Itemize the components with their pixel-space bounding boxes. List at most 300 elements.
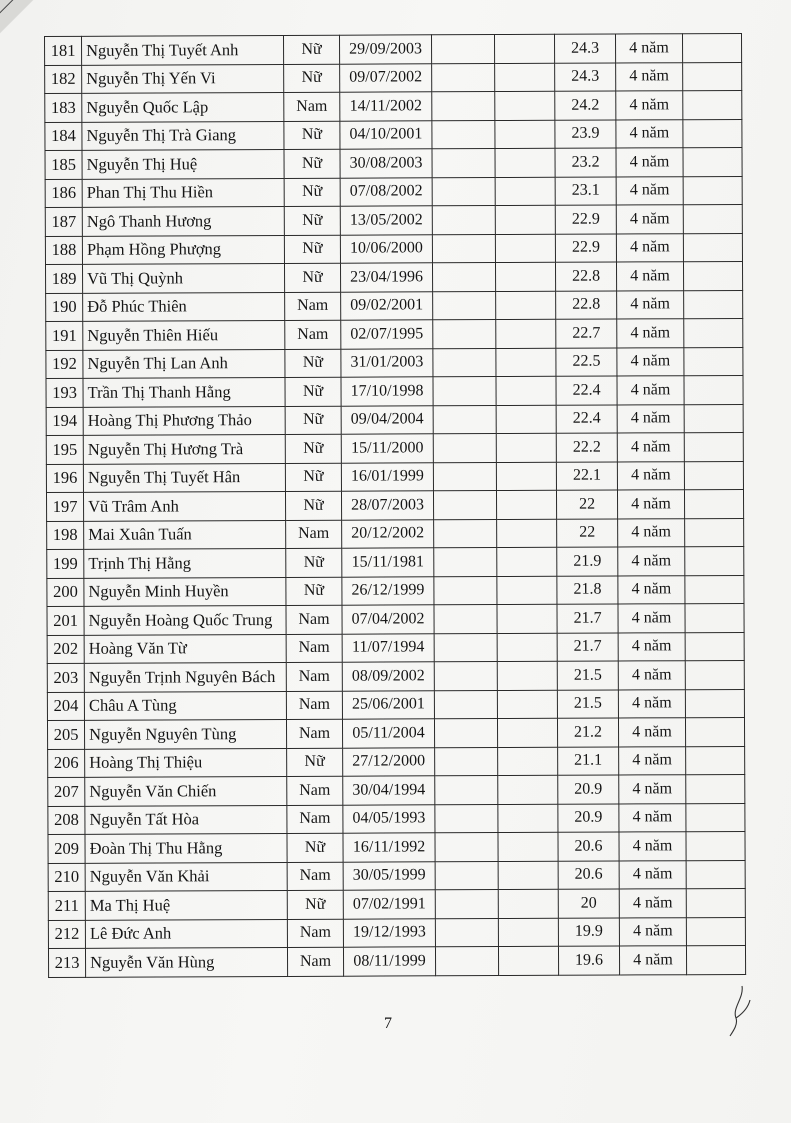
training-duration: 4 năm (618, 575, 685, 604)
row-number: 199 (47, 549, 84, 578)
score: 20.6 (558, 860, 619, 889)
empty-cell (683, 62, 742, 91)
empty-cell (684, 347, 743, 376)
table-row (47, 546, 744, 578)
candidate-name: Phan Thị Thu Hiền (82, 178, 284, 207)
training-duration: 4 năm (617, 319, 684, 348)
score: 23.2 (555, 148, 616, 177)
row-number: 209 (48, 834, 85, 863)
candidate-name: Nguyễn Nguyên Tùng (84, 719, 286, 748)
gender: Nữ (284, 178, 340, 207)
candidate-name: Nguyễn Tất Hòa (85, 805, 287, 834)
empty-cell (435, 947, 498, 976)
page-number: 7 (384, 1015, 392, 1032)
gender: Nam (287, 862, 343, 891)
table-row (45, 90, 742, 122)
row-number: 186 (45, 179, 82, 208)
gender: Nữ (286, 577, 342, 606)
empty-cell (434, 519, 497, 548)
score: 21.7 (557, 604, 618, 633)
gender: Nam (287, 919, 343, 948)
empty-cell (495, 148, 555, 177)
score: 20.9 (558, 803, 619, 832)
training-duration: 4 năm (617, 347, 684, 376)
table-row (46, 432, 743, 464)
empty-cell (496, 405, 556, 434)
gender: Nữ (284, 121, 340, 150)
table-row (45, 62, 742, 94)
candidate-name: Trần Thị Thanh Hằng (83, 377, 285, 406)
row-number: 202 (47, 635, 84, 664)
table-row (45, 176, 742, 208)
candidate-name: Hoàng Thị Phương Thảo (83, 406, 285, 435)
gender: Nam (286, 662, 342, 691)
empty-cell (496, 376, 556, 405)
table-row (45, 261, 742, 293)
empty-cell (683, 233, 742, 262)
score: 21.2 (557, 718, 618, 747)
empty-cell (494, 34, 554, 63)
score: 22.8 (555, 262, 616, 291)
gender: Nữ (284, 206, 340, 235)
score: 22 (557, 519, 618, 548)
row-number: 211 (48, 891, 85, 920)
empty-cell (433, 377, 496, 406)
date-of-birth: 27/12/2000 (343, 747, 435, 776)
candidate-name: Hoàng Văn Từ (84, 634, 286, 663)
candidate-name: Hoàng Thị Thiệu (85, 748, 287, 777)
table-row (46, 347, 743, 379)
date-of-birth: 04/10/2001 (340, 120, 432, 149)
date-of-birth: 23/04/1996 (340, 263, 432, 292)
empty-cell (498, 804, 558, 833)
empty-cell (686, 774, 745, 803)
gender: Nam (284, 92, 340, 121)
date-of-birth: 10/06/2000 (340, 234, 432, 263)
empty-cell (686, 917, 745, 946)
empty-cell (685, 518, 744, 547)
candidate-name: Vũ Thị Quỳnh (82, 263, 284, 292)
date-of-birth: 30/05/1999 (343, 861, 435, 890)
empty-cell (685, 632, 744, 661)
empty-cell (496, 319, 556, 348)
candidate-name: Nguyễn Thị Tuyết Hân (83, 463, 285, 492)
empty-cell (496, 348, 556, 377)
score: 21.7 (557, 633, 618, 662)
candidate-name: Nguyễn Văn Chiến (85, 776, 287, 805)
empty-cell (686, 746, 745, 775)
table-row (48, 746, 745, 778)
score: 22.2 (556, 433, 617, 462)
gender: Nữ (283, 35, 339, 64)
empty-cell (432, 177, 495, 206)
gender: Nam (286, 605, 342, 634)
empty-cell (495, 63, 555, 92)
score: 21.5 (557, 690, 618, 719)
score: 20.9 (558, 775, 619, 804)
table-row (48, 860, 745, 892)
empty-cell (497, 633, 557, 662)
row-number: 193 (46, 378, 83, 407)
empty-cell (684, 432, 743, 461)
empty-cell (684, 290, 743, 319)
date-of-birth: 04/05/1993 (343, 804, 435, 833)
candidate-name: Nguyễn Trịnh Nguyên Bách (84, 662, 286, 691)
row-number: 205 (47, 720, 84, 749)
row-number: 201 (47, 606, 84, 635)
date-of-birth: 14/11/2002 (340, 92, 432, 121)
empty-cell (432, 92, 495, 121)
row-number: 183 (45, 93, 82, 122)
date-of-birth: 20/12/2002 (342, 519, 434, 548)
empty-cell (433, 348, 496, 377)
empty-cell (432, 263, 495, 292)
gender: Nữ (285, 434, 341, 463)
row-number: 191 (46, 321, 83, 350)
row-number: 188 (45, 236, 82, 265)
empty-cell (434, 719, 497, 748)
empty-cell (497, 519, 557, 548)
score: 22.7 (556, 319, 617, 348)
row-number: 187 (45, 207, 82, 236)
score: 19.9 (558, 917, 619, 946)
table-row (47, 575, 744, 607)
empty-cell (497, 576, 557, 605)
training-duration: 4 năm (619, 889, 686, 918)
empty-cell (686, 888, 745, 917)
date-of-birth: 15/11/1981 (342, 548, 434, 577)
gender: Nữ (287, 833, 343, 862)
row-number: 200 (47, 578, 84, 607)
date-of-birth: 11/07/1994 (342, 633, 434, 662)
candidate-name: Nguyễn Thị Tuyết Anh (82, 35, 284, 64)
table-row (47, 717, 744, 749)
training-duration: 4 năm (617, 376, 684, 405)
table-row (47, 518, 744, 550)
training-duration: 4 năm (618, 632, 685, 661)
table-row (48, 917, 745, 949)
candidate-name: Lê Đức Anh (85, 919, 287, 948)
score: 22.1 (556, 462, 617, 491)
gender: Nữ (284, 263, 340, 292)
empty-cell (495, 91, 555, 120)
training-duration: 4 năm (619, 917, 686, 946)
empty-cell (495, 177, 555, 206)
gender: Nữ (285, 349, 341, 378)
empty-cell (684, 318, 743, 347)
row-number: 190 (46, 293, 83, 322)
training-duration: 4 năm (619, 860, 686, 889)
empty-cell (497, 690, 557, 719)
empty-cell (682, 33, 741, 62)
candidate-name: Ma Thị Huệ (85, 890, 287, 919)
table-row (46, 404, 743, 436)
candidate-name: Nguyễn Hoàng Quốc Trung (84, 605, 286, 634)
score: 19.6 (558, 946, 619, 975)
training-duration: 4 năm (619, 803, 686, 832)
empty-cell (435, 833, 498, 862)
score: 21.8 (557, 576, 618, 605)
row-number: 208 (48, 806, 85, 835)
candidate-name: Mai Xuân Tuấn (84, 520, 286, 549)
candidate-name: Vũ Trâm Anh (83, 491, 285, 520)
training-duration: 4 năm (617, 461, 684, 490)
empty-cell (434, 576, 497, 605)
score: 21.5 (557, 661, 618, 690)
training-duration: 4 năm (619, 832, 686, 861)
row-number: 194 (46, 407, 83, 436)
gender: Nữ (285, 377, 341, 406)
empty-cell (683, 90, 742, 119)
empty-cell (434, 662, 497, 691)
training-duration: 4 năm (618, 518, 685, 547)
date-of-birth: 26/12/1999 (342, 576, 434, 605)
empty-cell (432, 120, 495, 149)
gender: Nữ (287, 748, 343, 777)
empty-cell (686, 831, 745, 860)
training-duration: 4 năm (616, 62, 683, 91)
training-duration: 4 năm (617, 290, 684, 319)
row-number: 182 (45, 65, 82, 94)
table-row (47, 603, 744, 635)
table-row (48, 803, 745, 835)
candidate-name: Nguyễn Thị Lan Anh (83, 349, 285, 378)
row-number: 192 (46, 350, 83, 379)
empty-cell (685, 575, 744, 604)
gender: Nam (286, 691, 342, 720)
date-of-birth: 16/11/1992 (343, 833, 435, 862)
gender: Nữ (284, 64, 340, 93)
gender: Nữ (286, 548, 342, 577)
row-number: 195 (46, 435, 83, 464)
table-row (48, 888, 745, 920)
table-row (46, 461, 743, 493)
date-of-birth: 09/07/2002 (340, 63, 432, 92)
empty-cell (686, 945, 745, 974)
empty-cell (433, 291, 496, 320)
training-duration: 4 năm (616, 119, 683, 148)
date-of-birth: 29/09/2003 (339, 35, 431, 64)
table-row (47, 689, 744, 721)
table-row (45, 119, 742, 151)
date-of-birth: 15/11/2000 (341, 434, 433, 463)
row-number: 204 (47, 692, 84, 721)
training-duration: 4 năm (615, 34, 682, 63)
empty-cell (435, 861, 498, 890)
gender: Nam (285, 292, 341, 321)
row-number: 198 (47, 521, 84, 550)
training-duration: 4 năm (616, 205, 683, 234)
row-number: 213 (48, 948, 85, 977)
score: 21.1 (558, 746, 619, 775)
candidate-name: Trịnh Thị Hằng (84, 548, 286, 577)
empty-cell (497, 661, 557, 690)
row-number: 185 (45, 150, 82, 179)
row-number: 181 (45, 36, 82, 65)
date-of-birth: 07/02/1991 (343, 890, 435, 919)
score: 22.9 (555, 205, 616, 234)
empty-cell (498, 775, 558, 804)
training-duration: 4 năm (618, 718, 685, 747)
empty-cell (435, 918, 498, 947)
row-number: 203 (47, 663, 84, 692)
date-of-birth: 13/05/2002 (340, 206, 432, 235)
gender: Nam (287, 776, 343, 805)
gender: Nam (286, 634, 342, 663)
empty-cell (495, 205, 555, 234)
empty-cell (686, 803, 745, 832)
empty-cell (496, 291, 556, 320)
training-duration: 4 năm (616, 148, 683, 177)
date-of-birth: 07/04/2002 (342, 605, 434, 634)
gender: Nữ (287, 890, 343, 919)
empty-cell (685, 546, 744, 575)
empty-cell (434, 690, 497, 719)
date-of-birth: 17/10/1998 (341, 377, 433, 406)
candidate-name: Đoàn Thị Thu Hằng (85, 833, 287, 862)
score: 22.8 (556, 291, 617, 320)
row-number: 184 (45, 122, 82, 151)
table-row (48, 945, 745, 977)
training-duration: 4 năm (618, 604, 685, 633)
empty-cell (683, 204, 742, 233)
score: 22.4 (556, 376, 617, 405)
candidate-name: Nguyễn Thị Huệ (82, 149, 284, 178)
table-row (45, 233, 742, 265)
gender: Nam (286, 520, 342, 549)
training-duration: 4 năm (616, 233, 683, 262)
empty-cell (435, 804, 498, 833)
table-row (45, 147, 742, 179)
training-duration: 4 năm (618, 547, 685, 576)
empty-cell (433, 491, 496, 520)
empty-cell (432, 234, 495, 263)
empty-cell (498, 889, 558, 918)
candidate-name: Nguyễn Minh Huyền (84, 577, 286, 606)
candidate-name: Nguyễn Văn Hùng (85, 947, 287, 976)
empty-cell (435, 890, 498, 919)
score: 23.1 (555, 177, 616, 206)
row-number: 206 (48, 749, 85, 778)
candidate-name: Ngô Thanh Hương (82, 206, 284, 235)
date-of-birth: 16/01/1999 (341, 462, 433, 491)
score: 24.2 (555, 91, 616, 120)
empty-cell (496, 433, 556, 462)
empty-cell (498, 918, 558, 947)
table-row (47, 660, 744, 692)
table-row (46, 489, 743, 521)
row-number: 207 (48, 777, 85, 806)
training-duration: 4 năm (617, 490, 684, 519)
empty-cell (433, 462, 496, 491)
row-number: 197 (46, 492, 83, 521)
empty-cell (683, 261, 742, 290)
date-of-birth: 28/07/2003 (341, 491, 433, 520)
score: 21.9 (557, 547, 618, 576)
candidate-name: Nguyễn Quốc Lập (82, 92, 284, 121)
date-of-birth: 08/11/1999 (343, 947, 435, 976)
table-row (48, 774, 745, 806)
candidate-name: Nguyễn Thị Hương Trà (83, 434, 285, 463)
table-row (45, 33, 742, 65)
candidate-name: Nguyễn Thiên Hiếu (83, 320, 285, 349)
row-number: 212 (48, 920, 85, 949)
candidate-name: Nguyễn Văn Khải (85, 862, 287, 891)
score: 24.3 (555, 63, 616, 92)
empty-cell (431, 35, 494, 64)
gender: Nam (285, 320, 341, 349)
empty-cell (434, 605, 497, 634)
score: 20 (558, 889, 619, 918)
empty-cell (683, 176, 742, 205)
empty-cell (434, 633, 497, 662)
score: 23.9 (555, 120, 616, 149)
empty-cell (684, 489, 743, 518)
candidate-name: Châu A Tùng (84, 691, 286, 720)
candidate-name: Nguyễn Thị Trà Giang (82, 121, 284, 150)
score: 22.5 (556, 348, 617, 377)
gender: Nữ (285, 463, 341, 492)
empty-cell (685, 603, 744, 632)
score: 24.3 (554, 34, 615, 63)
empty-cell (497, 604, 557, 633)
date-of-birth: 08/09/2002 (342, 662, 434, 691)
empty-cell (497, 718, 557, 747)
table-row (45, 204, 742, 236)
empty-cell (495, 120, 555, 149)
gender: Nữ (285, 406, 341, 435)
score: 20.6 (558, 832, 619, 861)
training-duration: 4 năm (617, 404, 684, 433)
empty-cell (498, 861, 558, 890)
training-duration: 4 năm (619, 946, 686, 975)
empty-cell (685, 689, 744, 718)
empty-cell (434, 548, 497, 577)
candidate-name: Nguyễn Thị Yến Vi (82, 64, 284, 93)
empty-cell (498, 747, 558, 776)
date-of-birth: 31/01/2003 (341, 348, 433, 377)
training-duration: 4 năm (616, 176, 683, 205)
empty-cell (435, 747, 498, 776)
empty-cell (495, 262, 555, 291)
empty-cell (684, 375, 743, 404)
score: 22 (556, 490, 617, 519)
row-number: 210 (48, 863, 85, 892)
empty-cell (685, 660, 744, 689)
empty-cell (684, 461, 743, 490)
empty-cell (498, 946, 558, 975)
table-body (45, 33, 746, 977)
candidate-name: Đỗ Phúc Thiên (83, 292, 285, 321)
empty-cell (496, 490, 556, 519)
empty-cell (433, 405, 496, 434)
date-of-birth: 30/04/1994 (343, 776, 435, 805)
date-of-birth: 07/08/2002 (340, 177, 432, 206)
gender: Nữ (284, 149, 340, 178)
table-row (46, 375, 743, 407)
gender: Nữ (285, 491, 341, 520)
gender: Nam (287, 805, 343, 834)
training-duration: 4 năm (616, 262, 683, 291)
empty-cell (496, 462, 556, 491)
training-duration: 4 năm (619, 746, 686, 775)
gender: Nam (287, 947, 343, 976)
row-number: 189 (45, 264, 82, 293)
empty-cell (433, 434, 496, 463)
training-duration: 4 năm (619, 775, 686, 804)
signature-mark (722, 978, 762, 1048)
date-of-birth: 02/07/1995 (341, 320, 433, 349)
